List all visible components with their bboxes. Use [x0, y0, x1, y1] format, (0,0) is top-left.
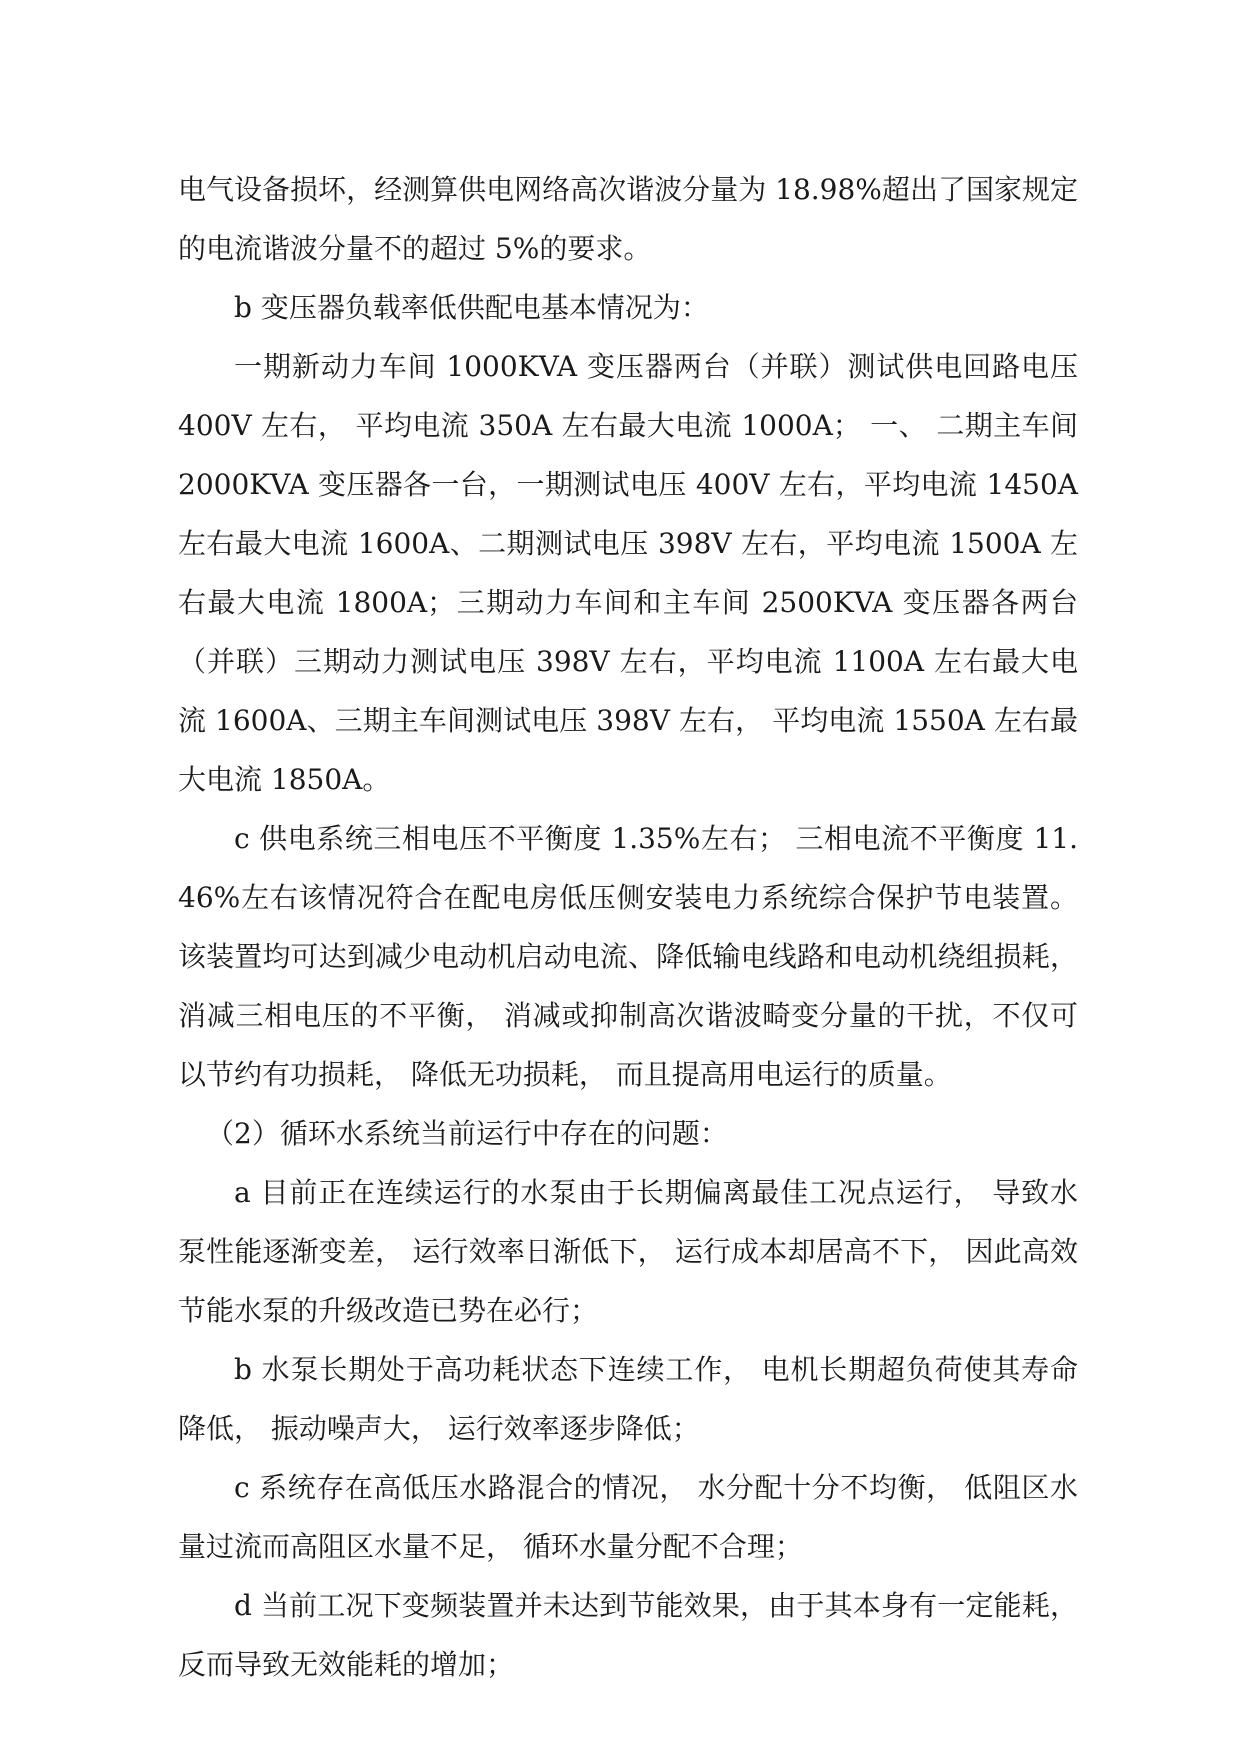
paragraph-harmonics-continued: 电气设备损坏，经测算供电网络高次谐波分量为 18.98%超出了国家规定的电流谐波分量不的超过 5%的要求。: [178, 173, 1078, 265]
paragraph-transformer-measurements: 一期新动力车间 1000KVA 变压器两台（并联）测试供电回路电压 400V 左右， 平均电流 350A 左右最大电流 1000A； 一、 二期主车间 2000KVA 变压器各一台，一期测试电压 400V 左右，平均电流 1450A 左右最大电流 1600A、二期测试电压 398V 左右，平均电流 1500A 左右最大电流 1800A；三期动力车间和主车间 2500KVA 变压器各两台（并联）三期动力测试电压 398V 左右，平均电流 1100A 左右最大电流 1600A、三期主车间测试电压 398V 左右， 平均电流 1550A 左右最大电流 1850A。: [178, 350, 1078, 796]
paragraph-pump-overload: b 水泵长期处于高功耗状态下连续工作， 电机长期超负荷使其寿命降低， 振动噪声大， 运行效率逐步降低；: [178, 1353, 1078, 1445]
paragraph-three-phase-imbalance: c 供电系统三相电压不平衡度 1.35%左右； 三相电流不平衡度 11.46%左右该情况符合在配电房低压侧安装电力系统综合保护节电装置。该装置均可达到减少电动机启动电流、降低输电线路和电动机绕组损耗， 消减三相电压的不平衡， 消减或抑制高次谐波畸变分量的干扰，不仅可以节约有功损耗， 降低无功损耗， 而且提高用电运行的质量。: [178, 822, 1078, 1091]
section-heading-circulating-water: （2）循环水系统当前运行中存在的问题：: [206, 1117, 728, 1150]
paragraph-transformer-load-heading: b 变压器负载率低供配电基本情况为：: [234, 291, 709, 324]
paragraph-pump-efficiency: a 目前正在连续运行的水泵由于长期偏离最佳工况点运行， 导致水泵性能逐渐变差， 运行效率日渐低下， 运行成本却居高不下， 因此高效节能水泵的升级改造已势在必行；: [178, 1176, 1078, 1327]
document-body: [178, 160, 1078, 1694]
paragraph-inverter-energy: d 当前工况下变频装置并未达到节能效果，由于其本身有一定能耗，反而导致无效能耗的增加；: [178, 1589, 1078, 1681]
paragraph-water-distribution: c 系统存在高低压水路混合的情况， 水分配十分不均衡， 低阻区水量过流而高阻区水量不足， 循环水量分配不合理；: [178, 1471, 1078, 1563]
